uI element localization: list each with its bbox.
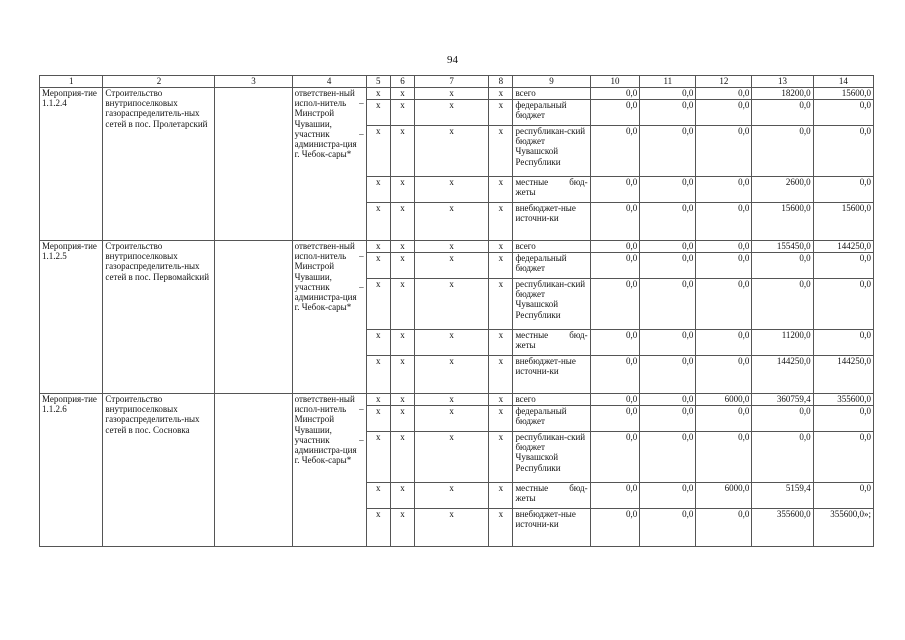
marker-cell: х xyxy=(489,330,513,356)
amount-cell: 0,0 xyxy=(590,406,640,432)
column-header: 13 xyxy=(752,76,813,88)
amount-cell: 0,0 xyxy=(752,406,813,432)
amount-cell: 0,0 xyxy=(696,330,752,356)
amount-cell: 0,0 xyxy=(640,126,696,177)
marker-cell: х xyxy=(489,406,513,432)
amount-cell: 0,0 xyxy=(640,394,696,406)
amount-cell: 0,0 xyxy=(590,100,640,126)
amount-cell: 0,0 xyxy=(813,177,873,203)
amount-cell: 0,0 xyxy=(696,241,752,253)
marker-cell: х xyxy=(366,126,390,177)
amount-cell: 11200,0 xyxy=(752,330,813,356)
amount-cell: 0,0 xyxy=(813,406,873,432)
column-header: 6 xyxy=(390,76,414,88)
amount-cell: 355600,0 xyxy=(813,394,873,406)
event-name-cell: Строительство внутрипоселковых газораспределитель-ных сетей в пос. Сосновка xyxy=(103,394,215,547)
amount-cell: 355600,0 xyxy=(752,509,813,547)
funding-source-cell: всего xyxy=(513,394,590,406)
marker-cell: х xyxy=(366,203,390,241)
amount-cell: 0,0 xyxy=(640,356,696,394)
column-header: 10 xyxy=(590,76,640,88)
amount-cell: 0,0 xyxy=(813,432,873,483)
marker-cell: х xyxy=(390,330,414,356)
executor-cell: ответствен-ный испол-нитель – Минстрой Чувашии, участник – администра-ция г. Чебок-сары* xyxy=(292,394,366,547)
column-header: 2 xyxy=(103,76,215,88)
amount-cell: 0,0 xyxy=(590,509,640,547)
funding-source-cell: федеральный бюджет xyxy=(513,100,590,126)
amount-cell: 0,0 xyxy=(813,330,873,356)
table-body xyxy=(40,88,874,547)
funding-source-cell: федеральный бюджет xyxy=(513,253,590,279)
empty-cell xyxy=(215,241,292,394)
table-row xyxy=(40,394,874,406)
marker-cell: х xyxy=(489,356,513,394)
marker-cell: х xyxy=(390,356,414,394)
marker-cell: х xyxy=(489,203,513,241)
marker-cell: х xyxy=(415,279,489,330)
marker-cell: х xyxy=(489,100,513,126)
marker-cell: х xyxy=(390,177,414,203)
amount-cell: 0,0 xyxy=(590,483,640,509)
amount-cell: 0,0 xyxy=(640,406,696,432)
marker-cell: х xyxy=(489,241,513,253)
event-id-cell: Мероприя-тие 1.1.2.4 xyxy=(40,88,103,241)
event-id-cell: Мероприя-тие 1.1.2.6 xyxy=(40,394,103,547)
amount-cell: 2600,0 xyxy=(752,177,813,203)
amount-cell: 0,0 xyxy=(813,100,873,126)
event-name-cell: Строительство внутрипоселковых газораспределитель-ных сетей в пос. Пролетарский xyxy=(103,88,215,241)
empty-cell xyxy=(215,394,292,547)
marker-cell: х xyxy=(390,241,414,253)
funding-source-cell: внебюджет-ные источни-ки xyxy=(513,203,590,241)
column-header: 4 xyxy=(292,76,366,88)
column-header: 11 xyxy=(640,76,696,88)
amount-cell: 0,0 xyxy=(696,279,752,330)
marker-cell: х xyxy=(366,177,390,203)
marker-cell: х xyxy=(489,126,513,177)
column-header: 9 xyxy=(513,76,590,88)
marker-cell: х xyxy=(415,509,489,547)
marker-cell: х xyxy=(415,330,489,356)
amount-cell: 15600,0 xyxy=(813,88,873,100)
marker-cell: х xyxy=(489,509,513,547)
amount-cell: 0,0 xyxy=(640,203,696,241)
marker-cell: х xyxy=(415,100,489,126)
amount-cell: 0,0 xyxy=(590,203,640,241)
marker-cell: х xyxy=(415,241,489,253)
marker-cell: х xyxy=(390,126,414,177)
amount-cell: 0,0 xyxy=(640,177,696,203)
marker-cell: х xyxy=(390,279,414,330)
marker-cell: х xyxy=(489,253,513,279)
column-header: 14 xyxy=(813,76,873,88)
executor-cell: ответствен-ный испол-нитель – Минстрой Чувашии, участник – администра-ция г. Чебок-сары* xyxy=(292,241,366,394)
marker-cell: х xyxy=(415,483,489,509)
column-header: 3 xyxy=(215,76,292,88)
amount-cell: 0,0 xyxy=(813,483,873,509)
funding-source-cell: всего xyxy=(513,88,590,100)
marker-cell: х xyxy=(489,177,513,203)
executor-cell: ответствен-ный испол-нитель – Минстрой Чувашии, участник – администра-ция г. Чебок-сары* xyxy=(292,88,366,241)
marker-cell: х xyxy=(390,509,414,547)
event-id-cell: Мероприя-тие 1.1.2.5 xyxy=(40,241,103,394)
funding-source-cell: внебюджет-ные источни-ки xyxy=(513,356,590,394)
marker-cell: х xyxy=(390,203,414,241)
marker-cell: х xyxy=(390,483,414,509)
marker-cell: х xyxy=(390,432,414,483)
marker-cell: х xyxy=(390,406,414,432)
amount-cell: 0,0 xyxy=(640,100,696,126)
marker-cell: х xyxy=(366,356,390,394)
amount-cell: 5159,4 xyxy=(752,483,813,509)
table-row xyxy=(40,88,874,100)
amount-cell: 15600,0 xyxy=(752,203,813,241)
amount-cell: 0,0 xyxy=(696,356,752,394)
marker-cell: х xyxy=(390,394,414,406)
amount-cell: 0,0 xyxy=(813,126,873,177)
column-number-row xyxy=(40,76,874,88)
column-header: 12 xyxy=(696,76,752,88)
amount-cell: 0,0 xyxy=(813,279,873,330)
amount-cell: 0,0 xyxy=(696,126,752,177)
marker-cell: х xyxy=(366,483,390,509)
amount-cell: 0,0 xyxy=(696,432,752,483)
marker-cell: х xyxy=(390,88,414,100)
marker-cell: х xyxy=(366,100,390,126)
marker-cell: х xyxy=(366,406,390,432)
funding-source-cell: всего xyxy=(513,241,590,253)
funding-source-cell: республикан-ский бюджет Чувашской Республики xyxy=(513,432,590,483)
amount-cell: 0,0 xyxy=(752,253,813,279)
marker-cell: х xyxy=(366,279,390,330)
amount-cell: 0,0 xyxy=(640,330,696,356)
amount-cell: 0,0 xyxy=(590,356,640,394)
amount-cell: 0,0 xyxy=(696,253,752,279)
amount-cell: 0,0 xyxy=(696,177,752,203)
marker-cell: х xyxy=(489,483,513,509)
marker-cell: х xyxy=(415,394,489,406)
amount-cell: 0,0 xyxy=(696,406,752,432)
amount-cell: 18200,0 xyxy=(752,88,813,100)
amount-cell: 360759,4 xyxy=(752,394,813,406)
amount-cell: 0,0 xyxy=(590,88,640,100)
column-header: 5 xyxy=(366,76,390,88)
funding-source-cell: республикан-ский бюджет Чувашской Республики xyxy=(513,279,590,330)
funding-source-cell: внебюджет-ные источни-ки xyxy=(513,509,590,547)
amount-cell: 15600,0 xyxy=(813,203,873,241)
marker-cell: х xyxy=(415,356,489,394)
amount-cell: 0,0 xyxy=(640,509,696,547)
amount-cell: 0,0 xyxy=(590,279,640,330)
amount-cell: 0,0 xyxy=(590,241,640,253)
marker-cell: х xyxy=(489,88,513,100)
amount-cell: 0,0 xyxy=(696,509,752,547)
amount-cell: 0,0 xyxy=(696,203,752,241)
marker-cell: х xyxy=(366,330,390,356)
marker-cell: х xyxy=(366,509,390,547)
amount-cell: 155450,0 xyxy=(752,241,813,253)
funding-source-cell: местные бюд-жеты xyxy=(513,330,590,356)
amount-cell: 144250,0 xyxy=(813,241,873,253)
amount-cell: 0,0 xyxy=(590,432,640,483)
amount-cell: 0,0 xyxy=(752,432,813,483)
budget-table xyxy=(39,75,874,547)
marker-cell: х xyxy=(489,279,513,330)
amount-cell: 0,0 xyxy=(640,88,696,100)
marker-cell: х xyxy=(489,432,513,483)
marker-cell: х xyxy=(415,88,489,100)
funding-source-cell: республикан-ский бюджет Чувашской Республики xyxy=(513,126,590,177)
marker-cell: х xyxy=(415,253,489,279)
funding-source-cell: местные бюд-жеты xyxy=(513,483,590,509)
amount-cell: 0,0 xyxy=(640,483,696,509)
amount-cell: 0,0 xyxy=(752,126,813,177)
marker-cell: х xyxy=(366,432,390,483)
amount-cell: 0,0 xyxy=(752,279,813,330)
column-header: 1 xyxy=(40,76,103,88)
page-number: 94 xyxy=(447,54,458,66)
marker-cell: х xyxy=(390,100,414,126)
amount-cell: 0,0 xyxy=(640,432,696,483)
marker-cell: х xyxy=(415,406,489,432)
empty-cell xyxy=(215,88,292,241)
marker-cell: х xyxy=(366,241,390,253)
marker-cell: х xyxy=(415,203,489,241)
amount-cell: 6000,0 xyxy=(696,483,752,509)
amount-cell: 144250,0 xyxy=(752,356,813,394)
funding-source-cell: федеральный бюджет xyxy=(513,406,590,432)
event-name-cell: Строительство внутрипоселковых газораспределитель-ных сетей в пос. Первомайский xyxy=(103,241,215,394)
amount-cell: 144250,0 xyxy=(813,356,873,394)
amount-cell: 0,0 xyxy=(590,330,640,356)
marker-cell: х xyxy=(390,253,414,279)
marker-cell: х xyxy=(415,177,489,203)
amount-cell: 0,0 xyxy=(813,253,873,279)
amount-cell: 0,0 xyxy=(696,100,752,126)
marker-cell: х xyxy=(366,253,390,279)
amount-cell: 0,0 xyxy=(640,241,696,253)
marker-cell: х xyxy=(489,394,513,406)
amount-cell: 0,0 xyxy=(590,126,640,177)
column-header: 8 xyxy=(489,76,513,88)
marker-cell: х xyxy=(415,432,489,483)
amount-cell: 0,0 xyxy=(752,100,813,126)
marker-cell: х xyxy=(366,394,390,406)
funding-source-cell: местные бюд-жеты xyxy=(513,177,590,203)
amount-cell: 355600,0»; xyxy=(813,509,873,547)
amount-cell: 6000,0 xyxy=(696,394,752,406)
amount-cell: 0,0 xyxy=(590,177,640,203)
amount-cell: 0,0 xyxy=(696,88,752,100)
amount-cell: 0,0 xyxy=(590,253,640,279)
marker-cell: х xyxy=(415,126,489,177)
amount-cell: 0,0 xyxy=(640,279,696,330)
table-row xyxy=(40,241,874,253)
amount-cell: 0,0 xyxy=(640,253,696,279)
column-header: 7 xyxy=(415,76,489,88)
amount-cell: 0,0 xyxy=(590,394,640,406)
marker-cell: х xyxy=(366,88,390,100)
